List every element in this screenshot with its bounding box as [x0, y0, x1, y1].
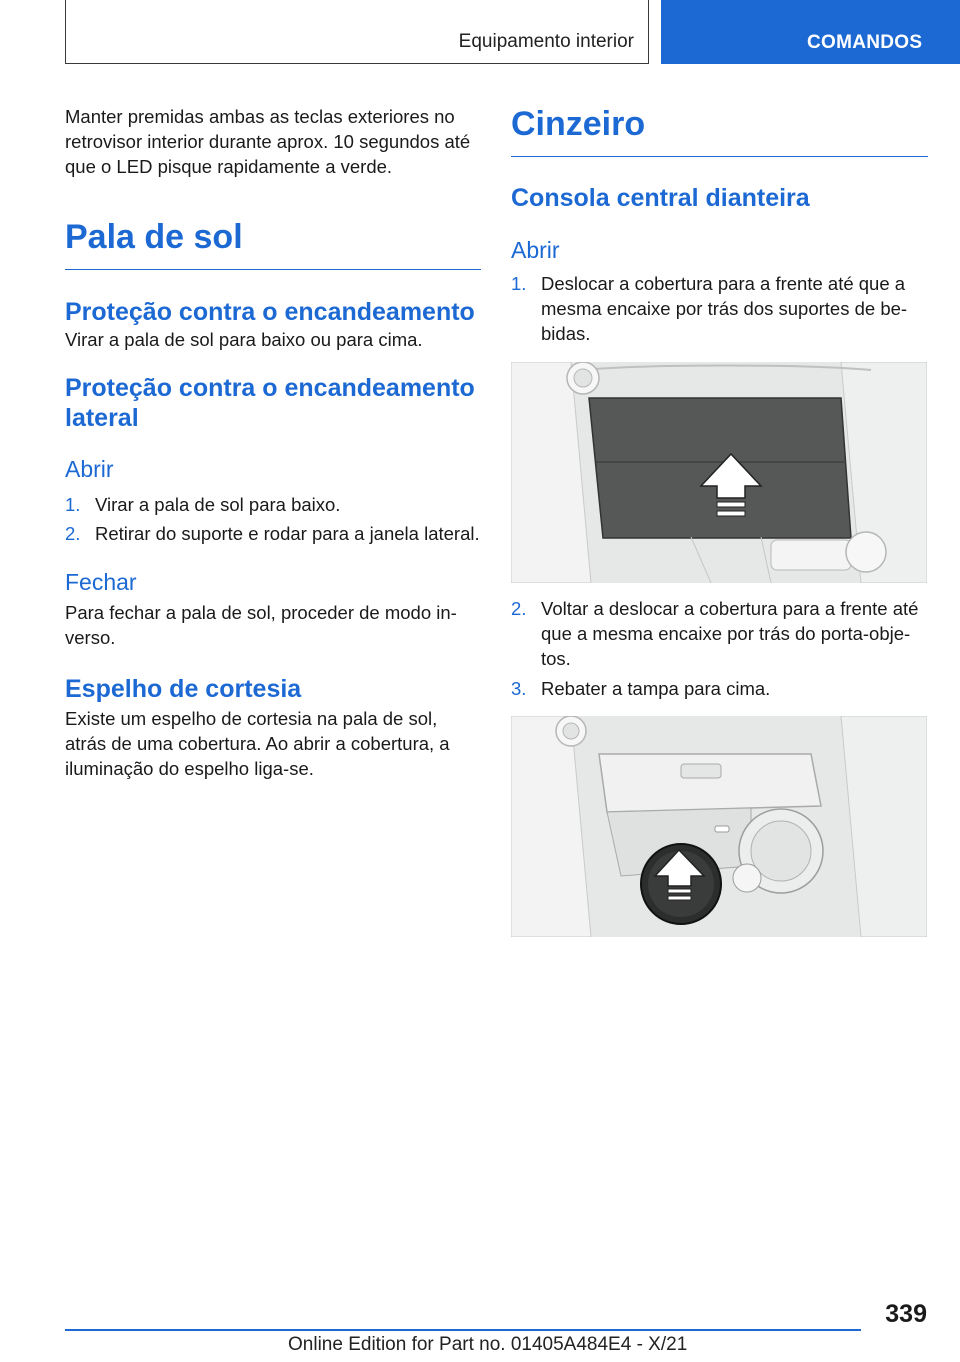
heading-open-ashtray: Abrir — [511, 237, 560, 263]
heading-close: Fechar — [65, 569, 137, 595]
console-cover-illustration-2 — [511, 716, 927, 937]
heading-ashtray: Cinzeiro — [511, 104, 928, 157]
open-steps-list — [65, 492, 481, 546]
page-number: 339 — [885, 1300, 927, 1328]
step-text: Voltar a deslocar a cobertura para a frente até que a mesma encaixe por trás do porta-obje‐tos. — [541, 598, 919, 669]
step-text: Deslocar a cobertura para a frente até que a mesma encaixe por trás dos suportes de be‐bidas. — [541, 273, 908, 344]
heading-lateral-glare: Proteção contra o encandeamento lateral — [65, 374, 475, 432]
console-cover-illustration-1 — [511, 362, 927, 583]
heading-vanity-mirror: Espelho de cortesia — [65, 675, 302, 703]
list-item — [65, 521, 481, 546]
glare-paragraph: Virar a pala de sol para baixo ou para cima. — [65, 329, 423, 350]
step-number: 2. — [511, 598, 527, 619]
list-item — [511, 676, 928, 701]
footer-edition: Online Edition for Part no. 01405A484E4 - X/21 — [288, 1334, 688, 1355]
step-number: 2. — [65, 523, 81, 544]
close-paragraph: Para fechar a pala de sol, proceder de modo in‐verso. — [65, 602, 457, 648]
heading-open: Abrir — [65, 456, 114, 482]
left-column — [65, 104, 481, 781]
heading-glare-protection: Proteção contra o encandeamento — [65, 298, 475, 326]
footer-divider — [65, 1329, 861, 1331]
header-chapter-tab — [661, 0, 960, 64]
step-text: Rebater a tampa para cima. — [541, 678, 771, 699]
list-item — [65, 492, 481, 517]
heading-sun-visor: Pala de sol — [65, 217, 481, 270]
right-column — [511, 104, 928, 937]
header-section-box — [65, 0, 649, 64]
header-section-title: Equipamento interior — [458, 31, 634, 52]
heading-front-center-console: Consola central dianteira — [511, 184, 810, 212]
step-text: Retirar do suporte e rodar para a janela lateral. — [95, 523, 480, 544]
step-number: 3. — [511, 678, 527, 699]
step-text: Virar a pala de sol para baixo. — [95, 494, 341, 515]
step-number: 1. — [65, 494, 81, 515]
step-number: 1. — [511, 273, 527, 294]
header-chapter-title: COMANDOS — [807, 32, 923, 53]
mirror-paragraph: Existe um espelho de cortesia na pala de sol, atrás de uma cobertura. Ao abrir a cobertura, a iluminação do espelho liga-se. — [65, 708, 450, 779]
list-item — [511, 596, 928, 671]
list-item — [511, 271, 928, 346]
intro-paragraph: Manter premidas ambas as teclas exteriores no retrovisor interior durante aprox. 10 segundos até que o LED pisque rapidamente a verde. — [65, 106, 471, 177]
